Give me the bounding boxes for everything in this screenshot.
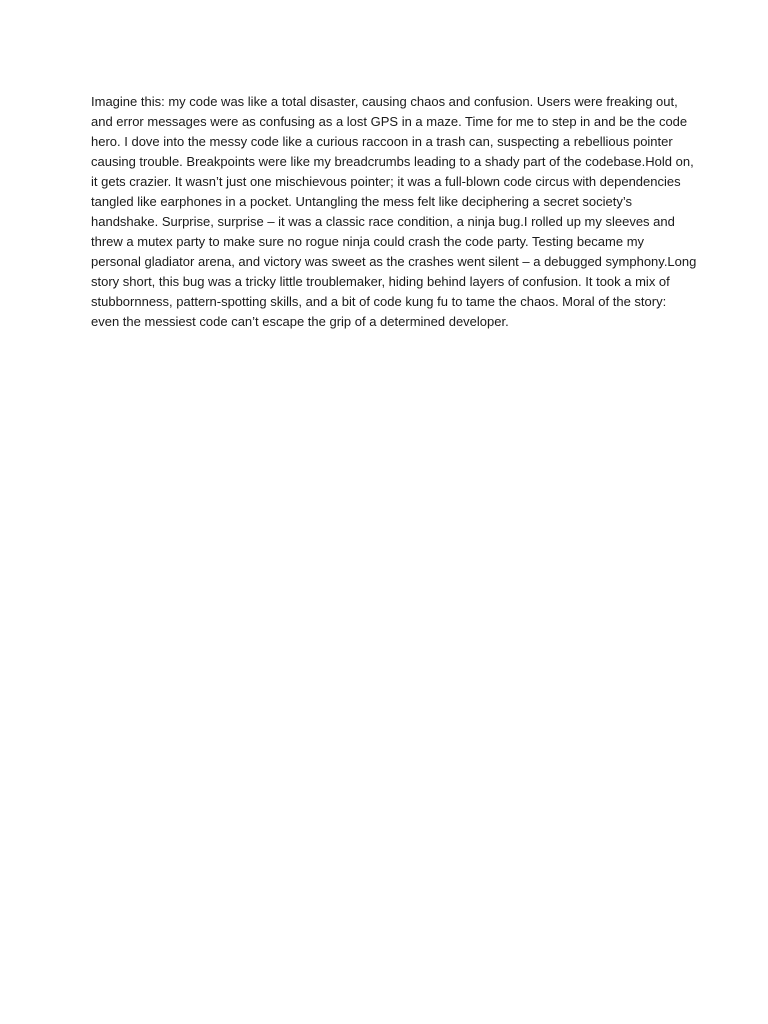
paragraph-line: personal gladiator arena, and victory was sweet as the crashes went silent – a debugged symphony.Long <box>91 254 697 269</box>
paragraph-line: hero. I dove into the messy code like a curious raccoon in a trash can, suspecting a rebellious pointer <box>91 134 673 149</box>
paragraph-line: stubbornness, pattern-spotting skills, and a bit of code kung fu to tame the chaos. Moral of the story: <box>91 294 667 309</box>
paragraph-line: even the messiest code can’t escape the grip of a determined developer. <box>91 314 509 329</box>
body-paragraph <box>91 92 697 332</box>
paragraph-line: it gets crazier. It wasn’t just one mischievous pointer; it was a full-blown code circus with dependencies <box>91 174 681 189</box>
paragraph-line: Imagine this: my code was like a total disaster, causing chaos and confusion. Users were freaking out, <box>91 94 678 109</box>
paragraph-line: story short, this bug was a tricky little troublemaker, hiding behind layers of confusion. It took a mix of <box>91 274 670 289</box>
paragraph-line: handshake. Surprise, surprise – it was a classic race condition, a ninja bug.I rolled up my sleeves and <box>91 214 675 229</box>
paragraph-line: tangled like earphones in a pocket. Untangling the mess felt like deciphering a secret society’s <box>91 194 633 209</box>
paragraph-line: causing trouble. Breakpoints were like my breadcrumbs leading to a shady part of the codebase.Hold on, <box>91 154 694 169</box>
paragraph-line: and error messages were as confusing as a lost GPS in a maze. Time for me to step in and be the code <box>91 114 688 129</box>
paragraph-line: threw a mutex party to make sure no rogue ninja could crash the code party. Testing became my <box>91 234 645 249</box>
